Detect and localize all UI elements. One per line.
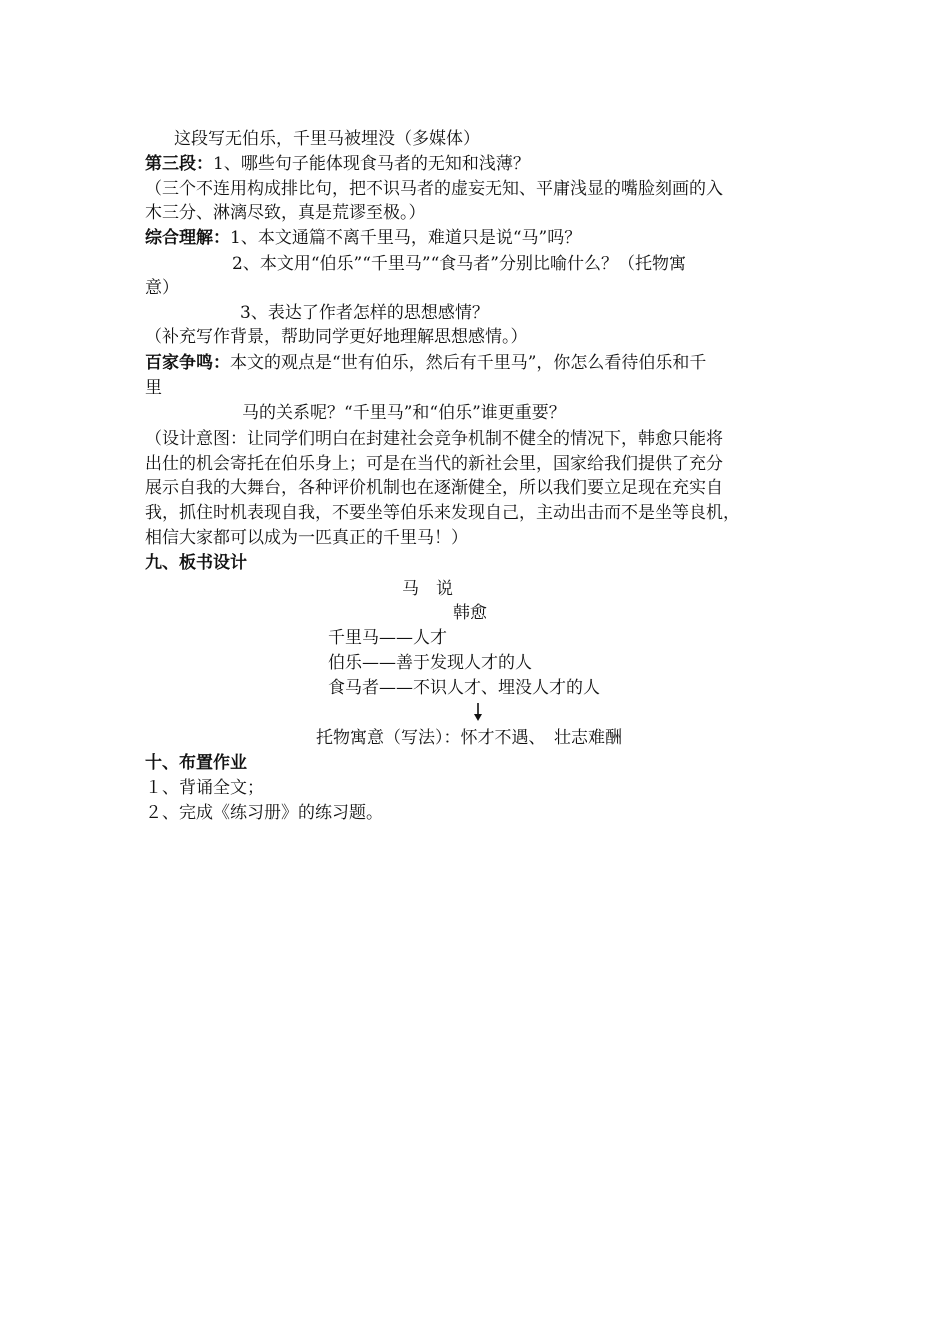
comprehensive-q1-line [145, 226, 581, 250]
board-line-shimazhe: 食马者——不识人才、埋没人才的人 [328, 678, 600, 698]
section3-note-line2: 木三分、淋漓尽致，真是荒谬至极。） [145, 203, 426, 223]
comprehensive-q1: 1、本文通篇不离千里马，难道只是说“马”吗？ [230, 228, 582, 248]
section3-question-line [145, 152, 530, 176]
debate-design-line2: 出仕的机会寄托在伯乐身上；可是在当代的新社会里，国家给我们提供了充分 [145, 454, 723, 474]
board-author: 韩愈 [453, 603, 487, 623]
comprehensive-q2-line2: 意） [145, 278, 179, 298]
section3-question: 1、哪些句子能体现食马者的无知和浅薄？ [213, 154, 530, 174]
debate-line1 [145, 351, 706, 375]
section3-note-line1: （三个不连用构成排比句，把不识马者的虚妄无知、平庸浅显的嘴脸刻画的入 [145, 179, 723, 199]
debate-design-line1: （设计意图：让同学们明白在封建社会竞争机制不健全的情况下，韩愈只能将 [145, 429, 723, 449]
board-line-bole: 伯乐——善于发现人才的人 [328, 653, 532, 673]
debate-design-line3: 展示自我的大舞台，各种评价机制也在逐渐健全，所以我们要立足现在充实自 [145, 478, 723, 498]
down-arrow-icon [471, 702, 485, 722]
comprehensive-label: 综合理解： [145, 228, 230, 248]
comprehensive-q3: 3、表达了作者怎样的思想感情？ [240, 303, 489, 323]
homework-item-1: １、背诵全文； [145, 778, 264, 798]
homework-item-2: ２、完成《练习册》的练习题。 [145, 803, 383, 823]
debate-text-line3: 马的关系呢？“千里马”和“伯乐”谁更重要？ [242, 403, 566, 423]
debate-text-line1: 本文的观点是“世有伯乐，然后有千里马”，你怎么看待伯乐和千 [230, 353, 707, 373]
section3-intro: 这段写无伯乐，千里马被埋没（多媒体） [174, 129, 480, 149]
debate-design-line5: 相信大家都可以成为一匹真正的千里马！） [145, 528, 468, 548]
comprehensive-q2-line1: 2、本文用“伯乐”“千里马”“食马者”分别比喻什么？（托物寓 [232, 254, 686, 274]
section3-label: 第三段： [145, 154, 213, 174]
homework-heading: 十、布置作业 [145, 753, 247, 773]
board-conclusion: 托物寓意（写法）：怀才不遇、 壮志难酬 [316, 728, 622, 748]
board-design-heading: 九、板书设计 [145, 553, 247, 573]
board-title: 马 说 [402, 579, 453, 599]
board-line-qianlima: 千里马——人才 [328, 628, 447, 648]
comprehensive-note: （补充写作背景，帮助同学更好地理解思想感情。） [145, 327, 528, 347]
debate-text-line2: 里 [145, 378, 162, 398]
debate-label: 百家争鸣： [145, 353, 230, 373]
debate-design-line4: 我，抓住时机表现自我，不要坐等伯乐来发现自己，主动出击而不是坐等良机， [145, 503, 740, 523]
